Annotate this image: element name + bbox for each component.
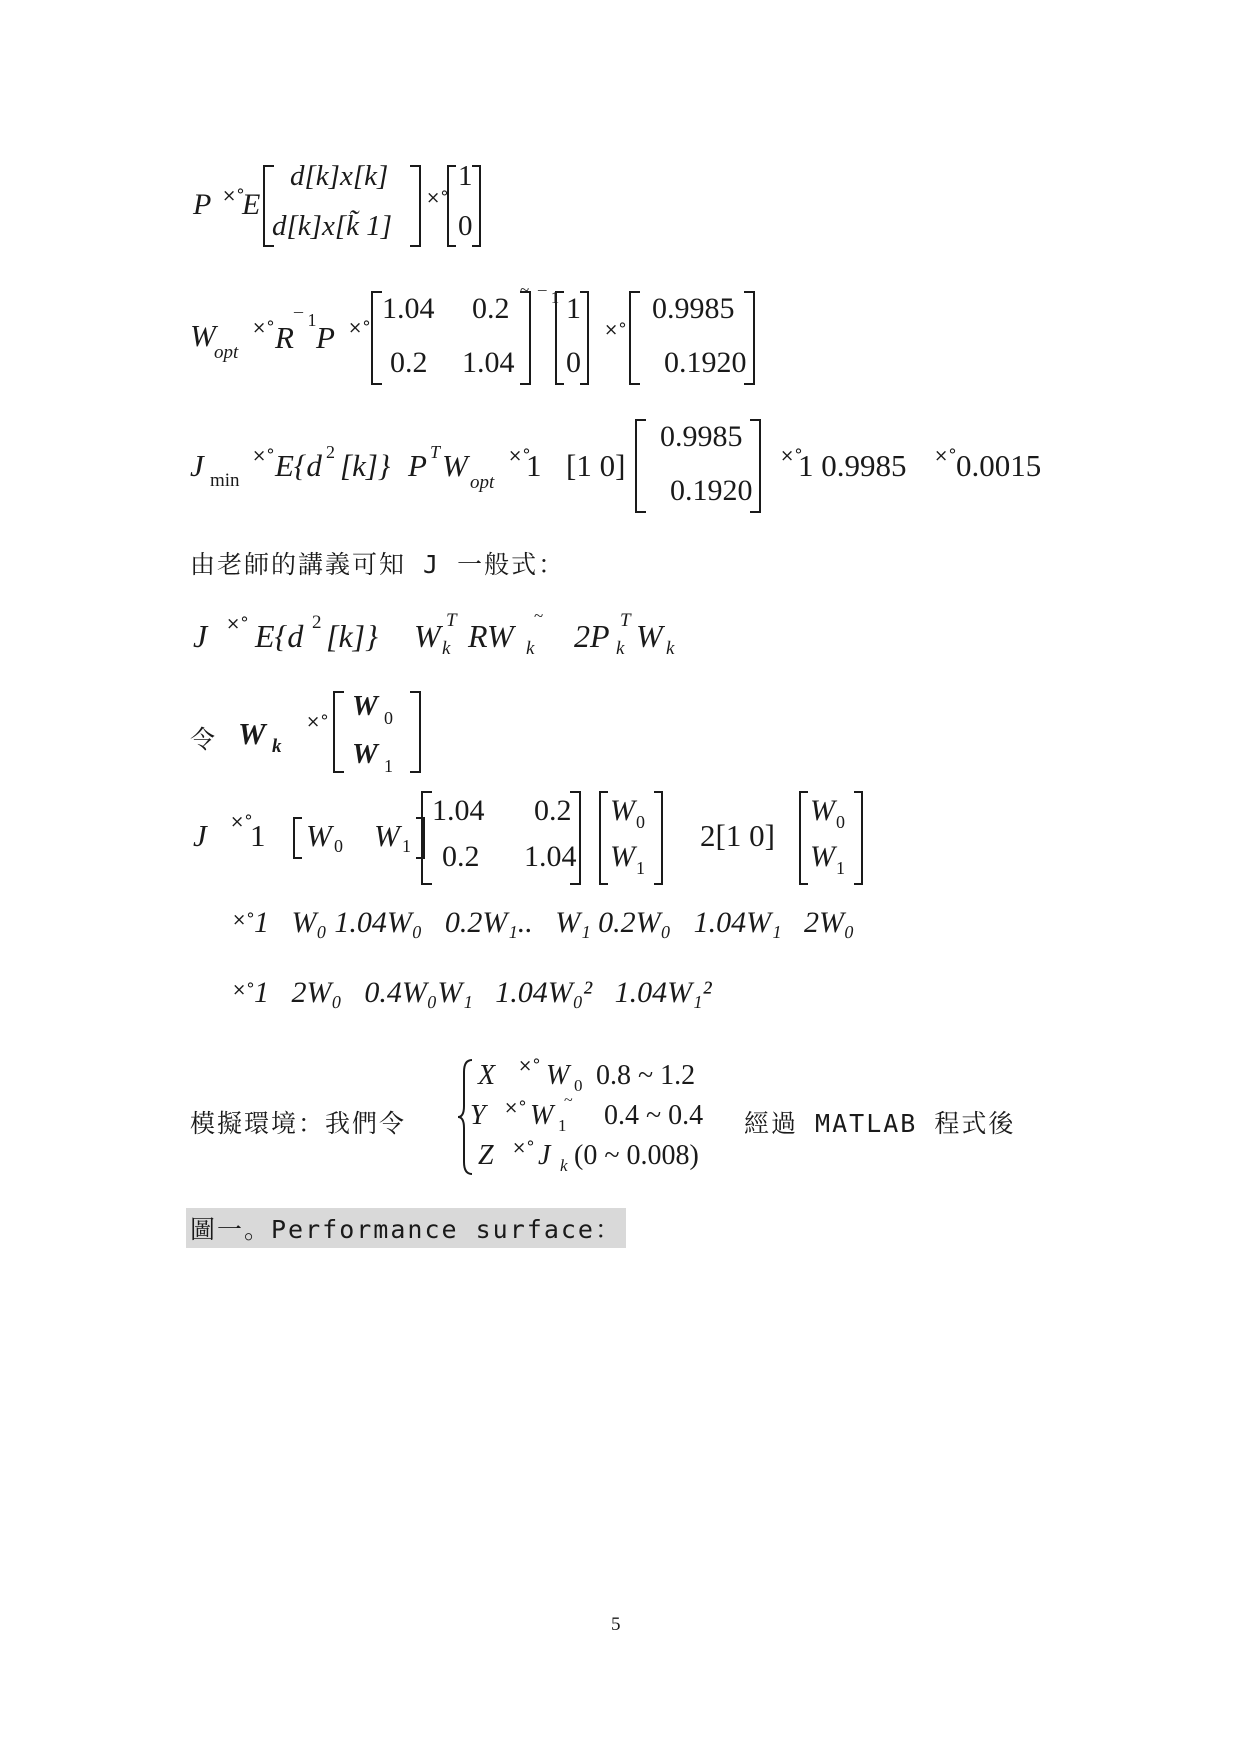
eq6-m21: 0.2: [442, 840, 480, 873]
eq4-w: W: [414, 618, 441, 654]
eq6-d1: W: [810, 794, 835, 827]
eq6-c2: W: [610, 840, 635, 873]
eq4-wk: W: [636, 618, 663, 654]
eq3-row: [1 0]: [566, 448, 626, 483]
eq1-garbled-equals-2: ×°: [426, 188, 449, 208]
eq2-v1: 1: [566, 292, 581, 325]
eq1-garbled-equals: ×°: [222, 186, 245, 206]
sim-x: X: [478, 1060, 496, 1091]
eq3-p: P: [408, 448, 427, 483]
eq4-w-sub: k: [442, 638, 451, 659]
eq2-garbled-equals-3: ×°: [604, 320, 627, 340]
equation-j-expanded-2: 1 W₀ 1.04W₀ 0.2W₁.. W₁ 0.2W₀ 1.04W₁ 2W₀: [254, 906, 855, 939]
eq2-lhs: W: [190, 318, 216, 353]
eq3-w: W: [442, 448, 468, 483]
eq5-v2: W: [352, 738, 378, 770]
sim-z-garbled: ×°: [512, 1138, 535, 1158]
eq6-m22: 1.04: [524, 840, 577, 873]
eq2-m11: 1.04: [382, 292, 435, 325]
sim-after-matlab: 經過 MATLAB 程式後: [744, 1109, 1016, 1138]
eq3-garbled-equals-2: ×°: [508, 446, 531, 466]
eq3-k: [k]}: [340, 448, 391, 483]
eq4-rw: RW: [468, 618, 514, 654]
eq3-square: 2: [326, 442, 335, 462]
sim-x-range: 0.8 ~ 1.2: [596, 1060, 696, 1091]
eq6-c2-sub: 1: [636, 858, 645, 878]
page-number: 5: [611, 1614, 621, 1635]
eq1-matrix-top: d[k]x[k]: [290, 160, 389, 192]
eq4-wk-sub: k: [666, 638, 675, 659]
sim-y-w: W: [530, 1100, 554, 1131]
eq6-m11: 1.04: [432, 794, 485, 827]
eq5-v2-sub: 1: [384, 756, 393, 776]
eq5-v1: W: [352, 690, 378, 722]
eq2-garbled-equals-2: ×°: [348, 318, 371, 338]
sim-x-w: W: [546, 1060, 570, 1091]
eq5-w: W: [238, 716, 266, 751]
eq2-r: R: [275, 320, 294, 355]
eq3-lhs-sub: min: [210, 470, 240, 491]
eq4-lhs: J: [193, 618, 208, 654]
sim-z-j-sub: k: [560, 1156, 568, 1175]
figure-caption: 圖一。Performance surface：: [186, 1208, 626, 1248]
eq7-garbled-equals: ×°: [232, 910, 255, 930]
eq6-c1: W: [610, 794, 635, 827]
eq3-garbled-equals: ×°: [252, 446, 275, 466]
eq4-expectation: E{d: [255, 618, 304, 654]
eq4-2p: 2P: [574, 618, 610, 654]
eq6-lhs: J: [193, 818, 207, 853]
sim-z-range: (0 ~ 0.008): [574, 1140, 699, 1171]
eq2-r-inverse: ¯ 1: [294, 310, 317, 330]
eq6-d1-sub: 0: [836, 812, 845, 832]
eq4-garbled-equals: ×°: [226, 614, 249, 634]
sim-z: Z: [478, 1140, 494, 1171]
eq3-lhs: J: [190, 448, 204, 483]
eq2-inverse: ¯ 1: [538, 288, 560, 307]
sim-z-j: J: [538, 1140, 551, 1171]
eq2-garbled-equals: ×°: [252, 318, 275, 338]
eq6-two-row: 2[1 0]: [700, 818, 775, 853]
equation-j-final: 1 2W₀ 0.4W₀W₁ 1.04W₀² 1.04W₁²: [254, 976, 712, 1009]
eq6-row-w0: W: [306, 818, 332, 853]
eq2-lhs-sub: opt: [214, 342, 239, 363]
eq2-m21: 0.2: [390, 346, 428, 379]
eq2-p: P: [316, 320, 335, 355]
sim-y: Y: [470, 1100, 486, 1131]
eq3-c2: 0.1920: [670, 474, 753, 507]
eq6-row-w1: W: [374, 818, 400, 853]
eq1-vec-top: 1: [458, 160, 473, 192]
eq2-m12: 0.2: [472, 292, 510, 325]
eq5-v1-sub: 0: [384, 708, 393, 728]
eq5-garbled-equals: ×°: [306, 712, 329, 732]
text-general-form-intro: 由老師的講義可知 J 一般式：: [190, 550, 566, 579]
eq6-row-w0-sub: 0: [334, 836, 343, 856]
eq5-vector-bracket: [332, 690, 424, 774]
eq3-garbled-equals-4: ×°: [934, 446, 957, 466]
eq1-expectation: E: [242, 188, 261, 221]
eq6-m12: 0.2: [534, 794, 572, 827]
eq2-m22: 1.04: [462, 346, 515, 379]
eq3-c1: 0.9985: [660, 420, 743, 453]
sim-label: 模擬環境：我們令: [190, 1109, 407, 1138]
eq5-w-sub: k: [272, 736, 282, 757]
eq1-lhs: P: [193, 188, 212, 221]
eq6-c1-sub: 0: [636, 812, 645, 832]
eq5-let: 令: [190, 725, 218, 754]
sim-x-garbled: ×°: [518, 1056, 541, 1076]
eq3-result: 0.0015: [956, 448, 1042, 483]
eq1-vec-bottom: 0: [458, 210, 473, 242]
eq3-p-transpose: T: [430, 442, 441, 462]
eq4-p-transpose: T: [620, 610, 631, 631]
eq3-w-sub: opt: [470, 472, 495, 493]
eq3-tail: 1 0.9985: [798, 448, 907, 483]
eq1-matrix-bottom: d[k]x[k̃ 1]: [272, 210, 393, 242]
eq6-row-w1-sub: 1: [402, 836, 411, 856]
eq3-one: 1: [526, 448, 542, 483]
sim-x-w-sub: 0: [574, 1076, 583, 1095]
eq4-tilde: ~: [534, 606, 544, 625]
eq8-garbled-equals: ×°: [232, 980, 255, 1000]
eq4-rw-sub: k: [526, 638, 535, 659]
eq6-d2-sub: 1: [836, 858, 845, 878]
eq4-k: [k]}: [326, 618, 378, 654]
eq3-expectation: E{d: [275, 448, 322, 483]
sim-y-range: 0.4 ~ 0.4: [604, 1100, 704, 1131]
eq2-result-2: 0.1920: [664, 346, 747, 379]
sim-y-tilde: ~: [564, 1092, 573, 1109]
eq2-v2: 0: [566, 346, 581, 379]
eq4-square: 2: [312, 612, 322, 633]
eq4-p-sub: k: [616, 638, 625, 659]
sim-y-w-sub: 1: [558, 1116, 567, 1135]
eq2-inverse-tilde: ~: [520, 280, 530, 299]
sim-y-garbled: ×°: [504, 1098, 527, 1118]
eq3-garbled-equals-3: ×°: [780, 446, 803, 466]
eq4-w-transpose: T: [446, 610, 457, 631]
eq6-one: 1: [250, 818, 266, 853]
eq2-result-1: 0.9985: [652, 292, 735, 325]
eq6-d2: W: [810, 840, 835, 873]
eq6-garbled-equals: ×°: [230, 812, 253, 832]
